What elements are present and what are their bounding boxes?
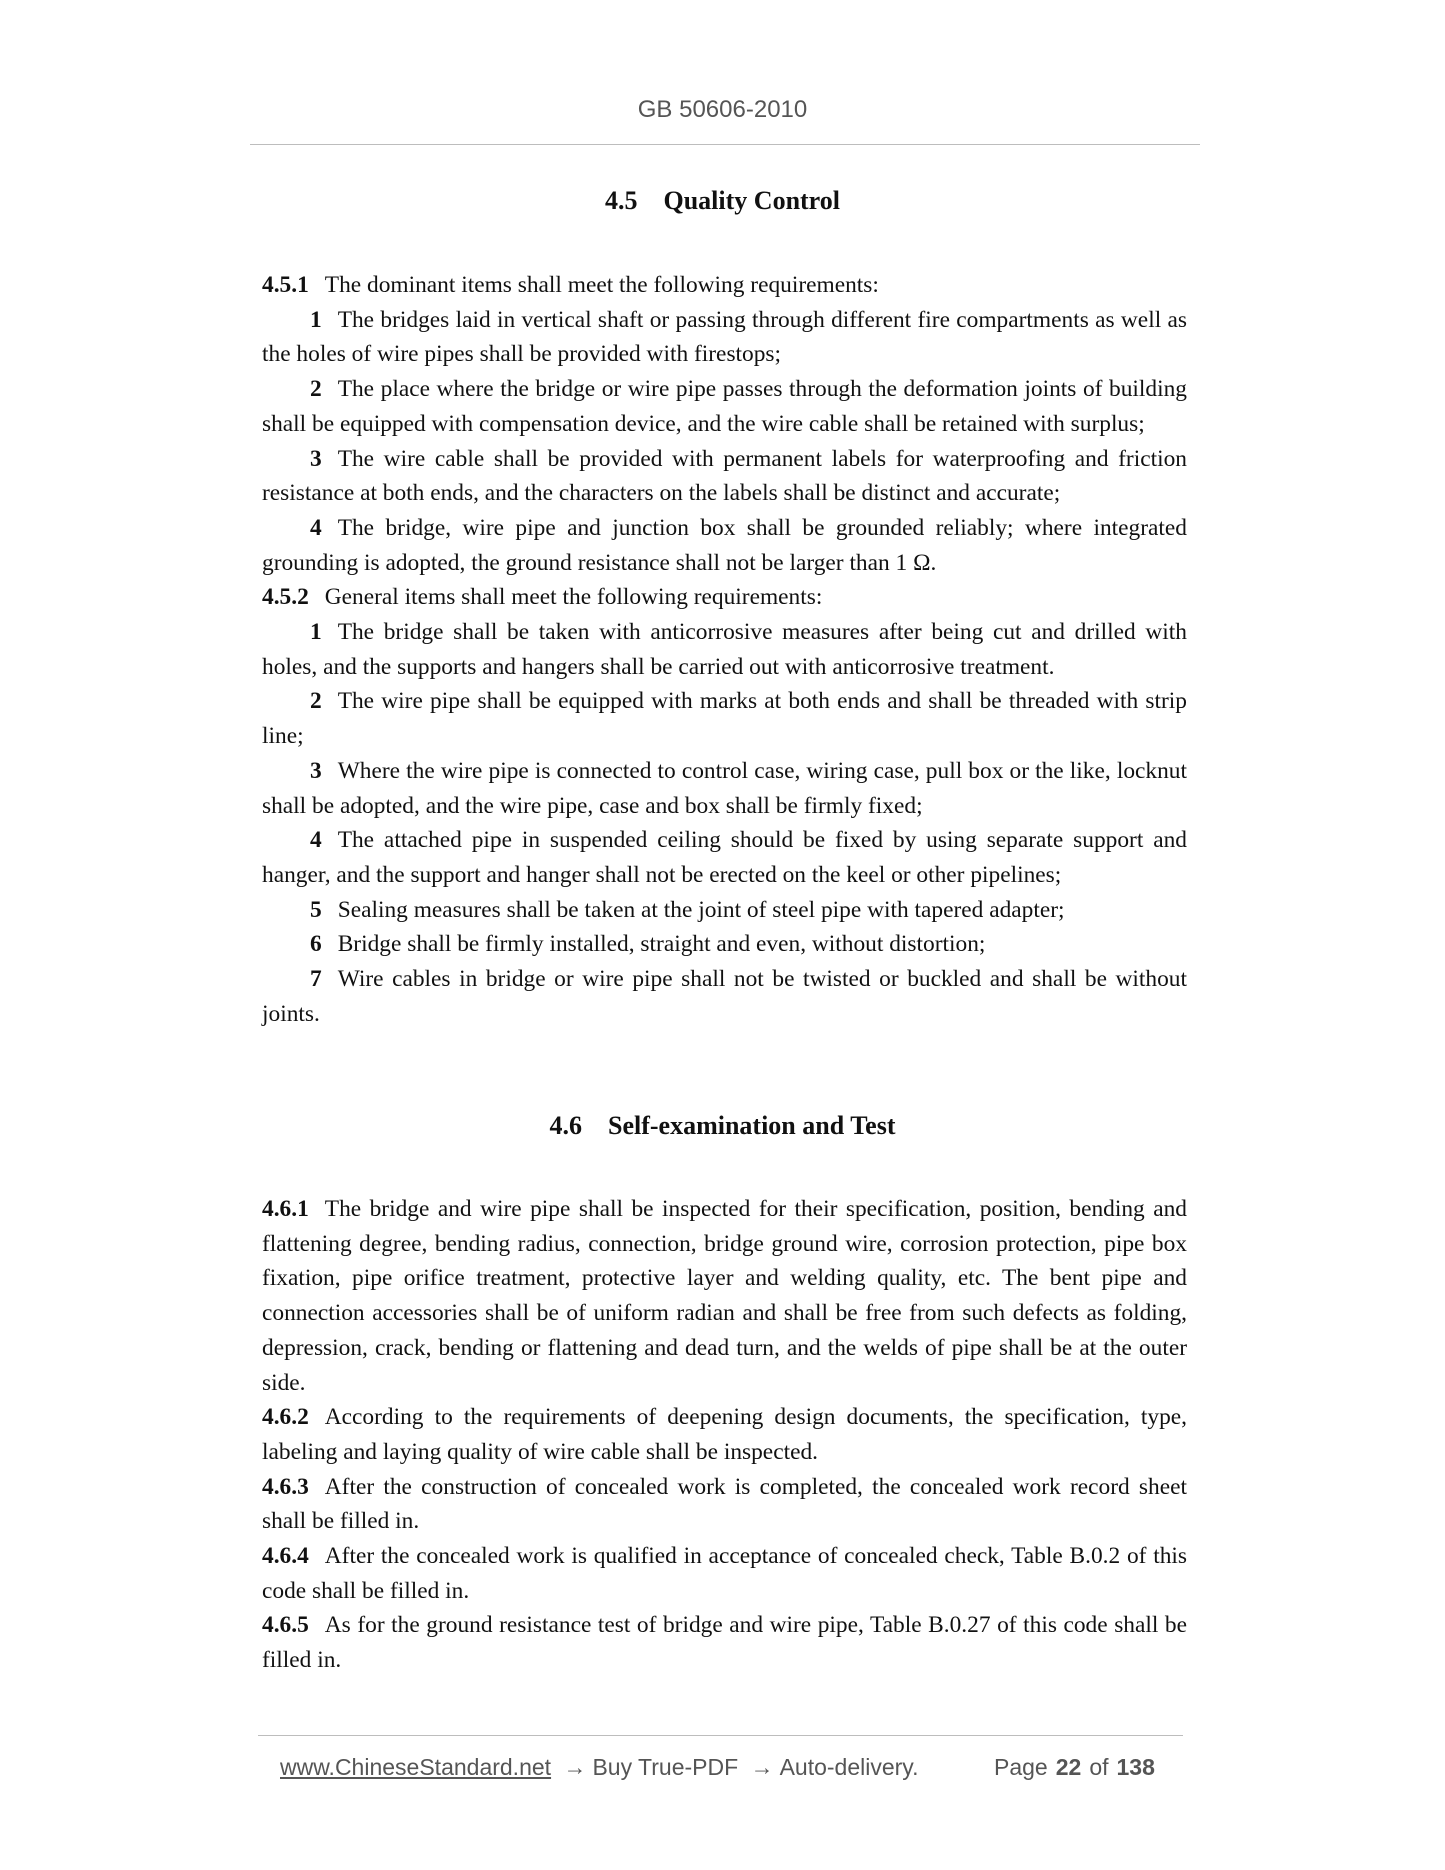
clause-4-6-4 <box>262 1539 1187 1608</box>
list-item <box>262 927 1187 962</box>
item-number: 4 <box>310 514 322 541</box>
clause-4-6-5 <box>262 1608 1187 1677</box>
clause-id: 4.6.5 <box>262 1612 309 1639</box>
delivery-text: Auto-delivery. <box>779 1754 919 1780</box>
item-text: Bridge shall be firmly installed, straight and even, without distortion; <box>337 931 986 958</box>
total-pages: 138 <box>1116 1754 1155 1780</box>
clause-4-6-1 <box>262 1192 1187 1400</box>
item-number: 4 <box>310 827 322 854</box>
clause-4-6-3 <box>262 1470 1187 1539</box>
clause-text: According to the requirements of deepening design documents, the specification, type, labeling and laying quality of wire cable shall be inspected. <box>262 1404 1187 1465</box>
item-text: The wire pipe shall be equipped with marks at both ends and shall be threaded with strip line; <box>262 688 1187 750</box>
clause-4-6-2 <box>262 1400 1187 1469</box>
item-number: 3 <box>310 445 322 472</box>
of-label: of <box>1089 1754 1109 1780</box>
clause-id: 4.6.3 <box>262 1473 309 1500</box>
list-item <box>262 754 1187 823</box>
section-title: Quality Control <box>663 186 840 215</box>
item-number: 1 <box>310 306 322 333</box>
item-number: 2 <box>310 376 322 403</box>
item-text: Where the wire pipe is connected to control case, wiring case, pull box or the like, locknut shall be adopted, and the wire pipe, case and box shall be firmly fixed; <box>262 757 1187 819</box>
clause-text: The bridge and wire pipe shall be inspected for their specification, position, bending and flattening degree, bending radius, connection, bridge ground wire, corrosion protection, pipe box fixation, pipe orifice treatment, protective layer and welding quality, etc. The bent pipe and connection accessories shall be of uniform radian and shall be free from such defects as folding, depression, crack, bending or flattening and dead turn, and the welds of pipe shall be at the outer side. <box>262 1196 1187 1396</box>
item-number: 1 <box>310 619 322 646</box>
clause-id: 4.6.2 <box>262 1404 309 1431</box>
header-divider <box>250 144 1200 145</box>
footer-divider <box>258 1735 1183 1736</box>
item-text: Sealing measures shall be taken at the joint of steel pipe with tapered adapter; <box>337 896 1065 923</box>
section-title: Self-examination and Test <box>608 1111 896 1140</box>
item-number: 7 <box>310 966 322 993</box>
list-item <box>262 511 1187 580</box>
clause-text: As for the ground resistance test of bridge and wire pipe, Table B.0.27 of this code shall be filled in. <box>262 1612 1187 1674</box>
list-item <box>262 372 1187 441</box>
item-text: Wire cables in bridge or wire pipe shall not be twisted or buckled and shall be without joints. <box>262 966 1187 1027</box>
clause-id: 4.5.1 <box>262 272 309 298</box>
section-heading-4-6 <box>0 1111 1445 1141</box>
buy-text: Buy True-PDF <box>592 1754 739 1780</box>
section-number: 4.5 <box>605 186 638 215</box>
clause-id: 4.6.4 <box>262 1543 309 1570</box>
item-text: The attached pipe in suspended ceiling should be fixed by using separate support and hanger, and the support and hanger shall not be erected on the keel or other pipelines; <box>262 827 1187 888</box>
clause-text: The dominant items shall meet the following requirements: <box>324 272 879 298</box>
section-heading-4-5 <box>0 186 1445 216</box>
list-item <box>262 893 1187 928</box>
list-item <box>262 442 1187 511</box>
section-number: 4.6 <box>549 1111 582 1140</box>
item-text: The place where the bridge or wire pipe passes through the deformation joints of building shall be equipped with compensation device, and the wire cable shall be retained with surplus; <box>262 376 1187 437</box>
current-page: 22 <box>1055 1754 1082 1780</box>
section-body-4-6 <box>262 1192 1187 1678</box>
page-indicator <box>994 1754 1163 1781</box>
clause-4-5-1 <box>262 268 1187 303</box>
clause-id: 4.6.1 <box>262 1196 309 1222</box>
item-number: 5 <box>310 896 322 923</box>
page-footer <box>280 1754 1180 1781</box>
item-number: 6 <box>310 931 322 958</box>
section-body-4-5 <box>262 268 1187 1031</box>
item-text: The bridge, wire pipe and junction box shall be grounded reliably; where integrated grounding is adopted, the ground resistance shall not be larger than 1 Ω. <box>262 514 1187 576</box>
page-label: Page <box>994 1754 1048 1780</box>
clause-text: General items shall meet the following requirements: <box>324 584 823 611</box>
clause-text: After the concealed work is qualified in acceptance of concealed check, Table B.0.2 of this code shall be filled in. <box>262 1543 1187 1604</box>
site-link[interactable]: www.ChineseStandard.net <box>280 1754 552 1780</box>
item-text: The bridges laid in vertical shaft or passing through different fire compartments as well as the holes of wire pipes shall be provided with firestops; <box>262 306 1187 368</box>
list-item <box>262 962 1187 1031</box>
document-code: GB 50606-2010 <box>637 96 808 123</box>
item-number: 3 <box>310 757 322 784</box>
item-text: The bridge shall be taken with anticorrosive measures after being cut and drilled with holes, and the supports and hangers shall be carried out with anticorrosive treatment. <box>262 619 1187 680</box>
clause-4-5-2 <box>262 580 1187 615</box>
list-item <box>262 823 1187 892</box>
arrow-right-icon: → <box>750 1754 774 1780</box>
list-item <box>262 684 1187 753</box>
list-item <box>262 615 1187 684</box>
item-number: 2 <box>310 688 322 715</box>
clause-id: 4.5.2 <box>262 584 309 611</box>
list-item <box>262 303 1187 372</box>
clause-text: After the construction of concealed work is completed, the concealed work record sheet shall be filled in. <box>262 1473 1187 1535</box>
document-header <box>0 96 1445 124</box>
arrow-right-icon: → <box>563 1754 587 1780</box>
item-text: The wire cable shall be provided with permanent labels for waterproofing and friction resistance at both ends, and the characters on the labels shall be distinct and accurate; <box>262 445 1187 507</box>
